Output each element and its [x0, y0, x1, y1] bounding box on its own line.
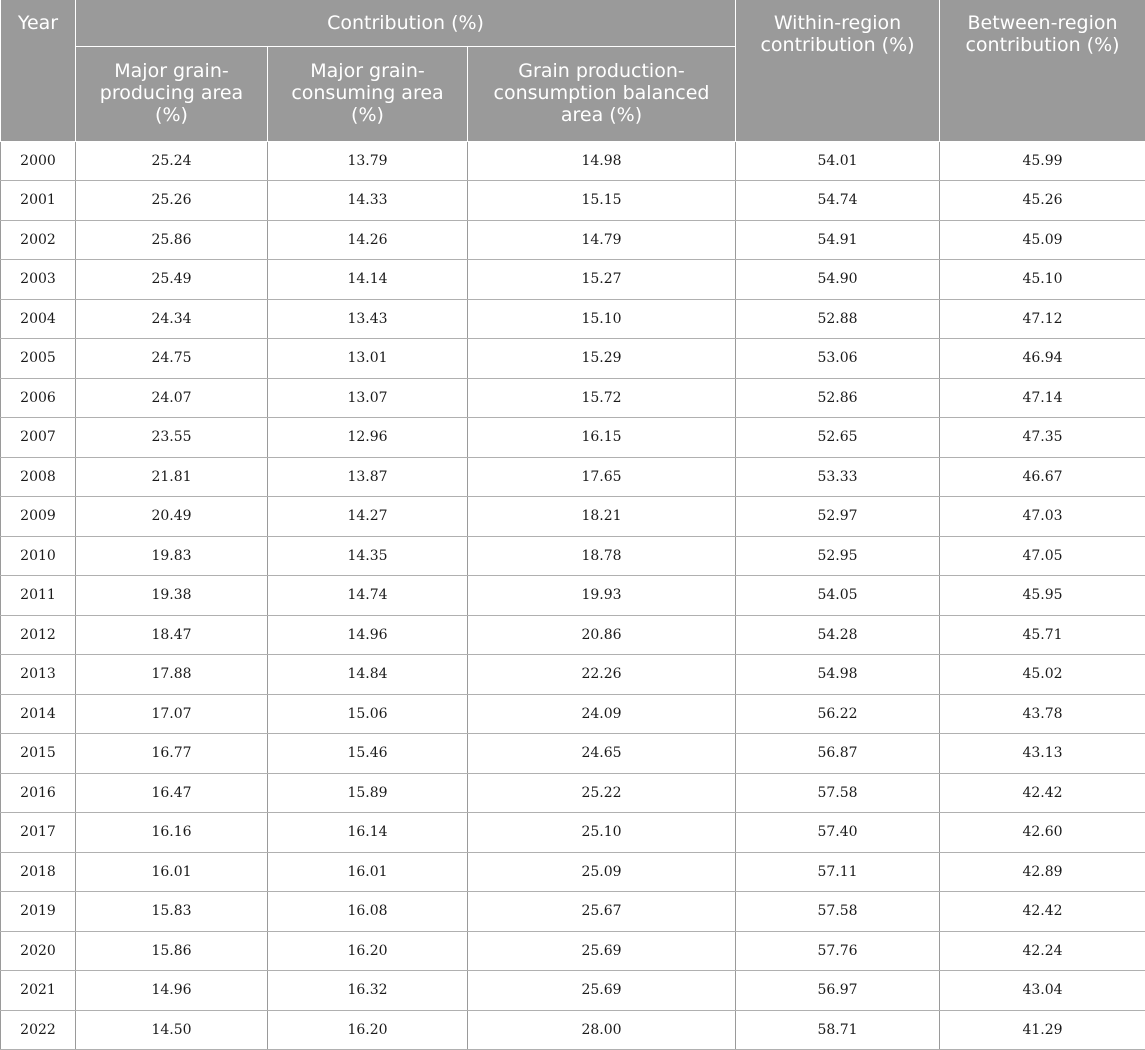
cell-consuming: 15.89: [268, 773, 468, 813]
cell-consuming: 12.96: [268, 418, 468, 458]
cell-producing: 16.16: [76, 813, 268, 853]
cell-producing: 18.47: [76, 615, 268, 655]
cell-year: 2014: [1, 694, 76, 734]
table-body: [1, 141, 1145, 1050]
cell-between: 42.24: [940, 931, 1145, 971]
cell-consuming: 13.79: [268, 141, 468, 181]
cell-producing: 24.07: [76, 378, 268, 418]
cell-balanced: 25.22: [468, 773, 736, 813]
cell-balanced: 18.21: [468, 497, 736, 537]
cell-producing: 19.38: [76, 576, 268, 616]
cell-within: 57.58: [736, 773, 940, 813]
table-row: [1, 536, 1145, 576]
cell-balanced: 15.29: [468, 339, 736, 379]
cell-between: 43.04: [940, 971, 1145, 1011]
cell-balanced: 15.72: [468, 378, 736, 418]
cell-consuming: 16.14: [268, 813, 468, 853]
header-within-region: Within-region contribution (%): [736, 0, 940, 141]
cell-producing: 19.83: [76, 536, 268, 576]
cell-between: 47.05: [940, 536, 1145, 576]
cell-within: 52.65: [736, 418, 940, 458]
cell-balanced: 24.65: [468, 734, 736, 774]
cell-year: 2011: [1, 576, 76, 616]
cell-balanced: 25.67: [468, 892, 736, 932]
cell-balanced: 15.27: [468, 260, 736, 300]
cell-producing: 24.34: [76, 299, 268, 339]
cell-between: 43.78: [940, 694, 1145, 734]
cell-producing: 24.75: [76, 339, 268, 379]
cell-between: 45.99: [940, 141, 1145, 181]
header-balanced-area: Grain production-consumption balanced area (%): [468, 46, 736, 141]
cell-within: 56.97: [736, 971, 940, 1011]
table-row: [1, 813, 1145, 853]
cell-balanced: 28.00: [468, 1010, 736, 1050]
cell-between: 47.03: [940, 497, 1145, 537]
cell-within: 54.28: [736, 615, 940, 655]
cell-balanced: 14.98: [468, 141, 736, 181]
cell-within: 53.06: [736, 339, 940, 379]
cell-within: 52.88: [736, 299, 940, 339]
cell-year: 2020: [1, 931, 76, 971]
cell-within: 54.01: [736, 141, 940, 181]
cell-within: 52.86: [736, 378, 940, 418]
cell-between: 45.26: [940, 181, 1145, 221]
cell-between: 42.42: [940, 892, 1145, 932]
cell-balanced: 14.79: [468, 220, 736, 260]
cell-balanced: 15.15: [468, 181, 736, 221]
cell-producing: 16.77: [76, 734, 268, 774]
cell-within: 52.95: [736, 536, 940, 576]
cell-within: 56.87: [736, 734, 940, 774]
cell-balanced: 25.09: [468, 852, 736, 892]
cell-consuming: 13.87: [268, 457, 468, 497]
cell-year: 2010: [1, 536, 76, 576]
cell-producing: 21.81: [76, 457, 268, 497]
cell-balanced: 19.93: [468, 576, 736, 616]
cell-producing: 14.96: [76, 971, 268, 1011]
cell-between: 45.10: [940, 260, 1145, 300]
cell-consuming: 14.27: [268, 497, 468, 537]
cell-year: 2003: [1, 260, 76, 300]
cell-consuming: 14.33: [268, 181, 468, 221]
cell-within: 54.98: [736, 655, 940, 695]
table-row: [1, 615, 1145, 655]
table-row: [1, 1010, 1145, 1050]
table-row: [1, 339, 1145, 379]
cell-consuming: 16.20: [268, 931, 468, 971]
cell-balanced: 18.78: [468, 536, 736, 576]
cell-between: 43.13: [940, 734, 1145, 774]
cell-year: 2015: [1, 734, 76, 774]
cell-year: 2008: [1, 457, 76, 497]
table-row: [1, 576, 1145, 616]
cell-balanced: 16.15: [468, 418, 736, 458]
cell-producing: 15.86: [76, 931, 268, 971]
header-producing-area: Major grain-producing area (%): [76, 46, 268, 141]
cell-producing: 25.24: [76, 141, 268, 181]
cell-within: 58.71: [736, 1010, 940, 1050]
cell-within: 54.74: [736, 181, 940, 221]
cell-consuming: 14.96: [268, 615, 468, 655]
table-row: [1, 220, 1145, 260]
cell-between: 42.60: [940, 813, 1145, 853]
cell-within: 52.97: [736, 497, 940, 537]
cell-year: 2022: [1, 1010, 76, 1050]
cell-consuming: 16.32: [268, 971, 468, 1011]
cell-within: 57.76: [736, 931, 940, 971]
cell-producing: 16.01: [76, 852, 268, 892]
cell-balanced: 25.69: [468, 931, 736, 971]
table-row: [1, 497, 1145, 537]
cell-within: 57.11: [736, 852, 940, 892]
cell-within: 57.58: [736, 892, 940, 932]
cell-year: 2006: [1, 378, 76, 418]
cell-year: 2002: [1, 220, 76, 260]
cell-balanced: 22.26: [468, 655, 736, 695]
cell-within: 56.22: [736, 694, 940, 734]
table-row: [1, 141, 1145, 181]
cell-consuming: 13.43: [268, 299, 468, 339]
header-between-region: Between-region contribution (%): [940, 0, 1145, 141]
cell-consuming: 16.08: [268, 892, 468, 932]
cell-between: 47.12: [940, 299, 1145, 339]
cell-between: 45.95: [940, 576, 1145, 616]
table-row: [1, 655, 1145, 695]
cell-between: 42.42: [940, 773, 1145, 813]
table-row: [1, 457, 1145, 497]
header-consuming-area: Major grain-consuming area (%): [268, 46, 468, 141]
table-row: [1, 852, 1145, 892]
cell-balanced: 20.86: [468, 615, 736, 655]
cell-year: 2017: [1, 813, 76, 853]
cell-between: 46.94: [940, 339, 1145, 379]
cell-producing: 16.47: [76, 773, 268, 813]
cell-producing: 25.86: [76, 220, 268, 260]
cell-between: 41.29: [940, 1010, 1145, 1050]
cell-producing: 20.49: [76, 497, 268, 537]
header-year: Year: [1, 0, 76, 141]
table-row: [1, 734, 1145, 774]
cell-consuming: 15.46: [268, 734, 468, 774]
cell-within: 54.05: [736, 576, 940, 616]
table-row: [1, 260, 1145, 300]
cell-producing: 23.55: [76, 418, 268, 458]
cell-producing: 17.07: [76, 694, 268, 734]
cell-between: 45.09: [940, 220, 1145, 260]
cell-consuming: 14.84: [268, 655, 468, 695]
cell-consuming: 16.01: [268, 852, 468, 892]
cell-year: 2019: [1, 892, 76, 932]
table-header: [1, 0, 1145, 141]
cell-year: 2007: [1, 418, 76, 458]
cell-consuming: 14.35: [268, 536, 468, 576]
cell-consuming: 14.74: [268, 576, 468, 616]
table-row: [1, 181, 1145, 221]
cell-year: 2000: [1, 141, 76, 181]
cell-between: 45.02: [940, 655, 1145, 695]
cell-between: 42.89: [940, 852, 1145, 892]
table-row: [1, 418, 1145, 458]
cell-within: 57.40: [736, 813, 940, 853]
cell-producing: 25.49: [76, 260, 268, 300]
table-row: [1, 892, 1145, 932]
cell-year: 2009: [1, 497, 76, 537]
cell-consuming: 13.07: [268, 378, 468, 418]
cell-consuming: 13.01: [268, 339, 468, 379]
header-contribution-group: Contribution (%): [76, 0, 736, 46]
cell-between: 47.35: [940, 418, 1145, 458]
cell-producing: 14.50: [76, 1010, 268, 1050]
cell-between: 47.14: [940, 378, 1145, 418]
cell-balanced: 25.10: [468, 813, 736, 853]
table-row: [1, 971, 1145, 1011]
cell-consuming: 14.26: [268, 220, 468, 260]
cell-producing: 17.88: [76, 655, 268, 695]
cell-consuming: 15.06: [268, 694, 468, 734]
cell-within: 54.91: [736, 220, 940, 260]
cell-consuming: 14.14: [268, 260, 468, 300]
table-row: [1, 299, 1145, 339]
table-row: [1, 773, 1145, 813]
cell-balanced: 15.10: [468, 299, 736, 339]
table-row: [1, 931, 1145, 971]
cell-consuming: 16.20: [268, 1010, 468, 1050]
cell-between: 45.71: [940, 615, 1145, 655]
cell-balanced: 25.69: [468, 971, 736, 1011]
cell-year: 2018: [1, 852, 76, 892]
cell-producing: 25.26: [76, 181, 268, 221]
cell-year: 2005: [1, 339, 76, 379]
cell-producing: 15.83: [76, 892, 268, 932]
cell-year: 2012: [1, 615, 76, 655]
table-row: [1, 378, 1145, 418]
table-row: [1, 694, 1145, 734]
cell-balanced: 24.09: [468, 694, 736, 734]
cell-year: 2004: [1, 299, 76, 339]
cell-balanced: 17.65: [468, 457, 736, 497]
cell-year: 2013: [1, 655, 76, 695]
cell-between: 46.67: [940, 457, 1145, 497]
cell-within: 53.33: [736, 457, 940, 497]
cell-year: 2001: [1, 181, 76, 221]
cell-within: 54.90: [736, 260, 940, 300]
cell-year: 2021: [1, 971, 76, 1011]
cell-year: 2016: [1, 773, 76, 813]
